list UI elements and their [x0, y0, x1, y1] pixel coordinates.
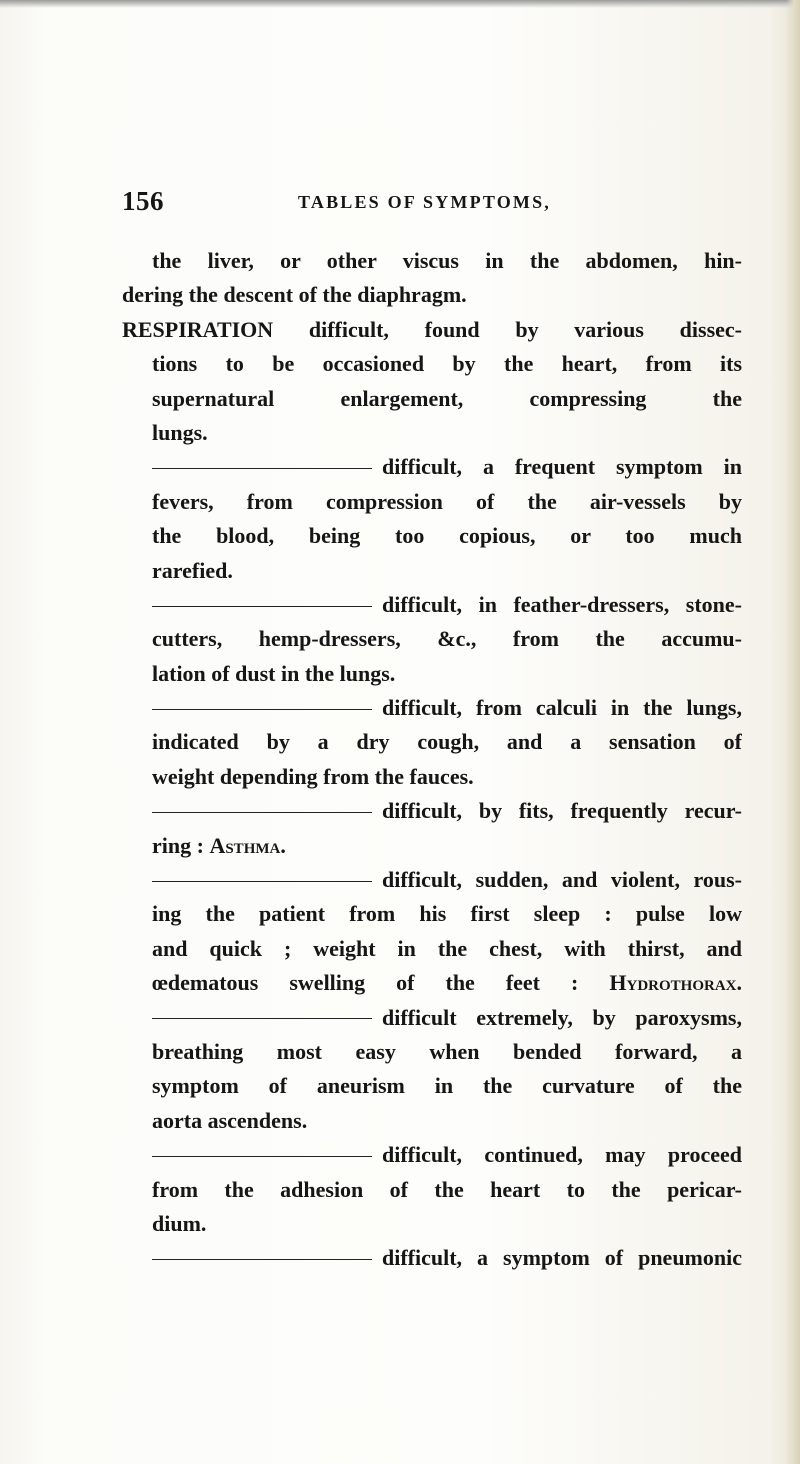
entry-text: difficult, a frequent symptom in — [382, 454, 742, 480]
text-fragment: œdematous swelling of the feet : — [152, 970, 610, 996]
text-line: lation of dust in the lungs. — [152, 660, 396, 686]
ditto-dash — [152, 881, 372, 882]
page-edge — [786, 0, 800, 1464]
ditto-dash — [152, 606, 372, 607]
ditto-dash — [152, 812, 372, 813]
text-line: rarefied. — [152, 557, 233, 583]
text-line: supernatural enlargement, compressing the — [152, 385, 742, 411]
body-text — [122, 244, 742, 1276]
text-line: fevers, from compression of the air-vessels by — [152, 488, 742, 514]
text-line: and quick ; weight in the chest, with thirst, and — [152, 935, 742, 961]
text-line: ing the patient from his first sleep : pulse low — [152, 901, 742, 927]
entry-line — [122, 863, 742, 897]
entry-line — [122, 588, 742, 622]
entry-line — [122, 794, 742, 828]
entry-text: difficult, from calculi in the lungs, — [382, 695, 742, 721]
entry-text: difficult, sudden, and violent, rous- — [382, 867, 742, 893]
ditto-dash — [152, 709, 372, 710]
text-line: symptom of aneurism in the curvature of the — [152, 1073, 742, 1099]
text-line: from the adhesion of the heart to the pericar- — [152, 1176, 742, 1202]
disease-name: Asthma. — [209, 832, 286, 858]
text-line: aorta ascendens. — [152, 1107, 308, 1133]
text-line: breathing most easy when bended forward, a — [152, 1038, 742, 1064]
text-line: RESPIRATION difficult, found by various dissec- — [122, 316, 742, 342]
entry-text: difficult, in feather-dressers, stone- — [382, 591, 742, 617]
text-line — [122, 829, 742, 863]
text-line: tions to be occasioned by the heart, from its — [152, 351, 742, 377]
text-line: the blood, being too copious, or too much — [152, 523, 742, 549]
disease-name: Hydrothorax. — [609, 970, 742, 996]
entry-text: difficult extremely, by paroxysms, — [382, 1004, 742, 1030]
text-line: indicated by a dry cough, and a sensation of — [152, 729, 742, 755]
text-line: cutters, hemp-dressers, &c., from the accumu- — [152, 626, 742, 652]
text-fragment: ring : — [152, 832, 210, 858]
entry-line — [122, 1138, 742, 1172]
ditto-dash — [152, 1156, 372, 1157]
entry-line — [122, 1241, 742, 1275]
entry-line — [122, 691, 742, 725]
text-line: weight depending from the fauces. — [152, 763, 474, 789]
text-line: the liver, or other viscus in the abdomen, hin- — [152, 248, 742, 273]
entry-text: difficult, by fits, frequently recur- — [382, 798, 742, 824]
entry-line — [122, 450, 742, 484]
text-line — [122, 966, 742, 1000]
running-head: TABLES OF SYMPTOMS, — [298, 192, 552, 212]
top-edge-shadow — [0, 0, 800, 8]
page-header — [122, 186, 742, 216]
text-line: dering the descent of the diaphragm. — [122, 282, 467, 308]
entry-text: difficult, a symptom of pneumonic — [382, 1245, 742, 1271]
text-line: lungs. — [152, 419, 208, 445]
ditto-dash — [152, 1259, 372, 1260]
page-number: 156 — [122, 186, 164, 216]
entry-line — [122, 1001, 742, 1035]
entry-text: difficult, continued, may proceed — [382, 1142, 742, 1168]
ditto-dash — [152, 468, 372, 469]
text-line: dium. — [152, 1210, 207, 1236]
ditto-dash — [152, 1018, 372, 1019]
